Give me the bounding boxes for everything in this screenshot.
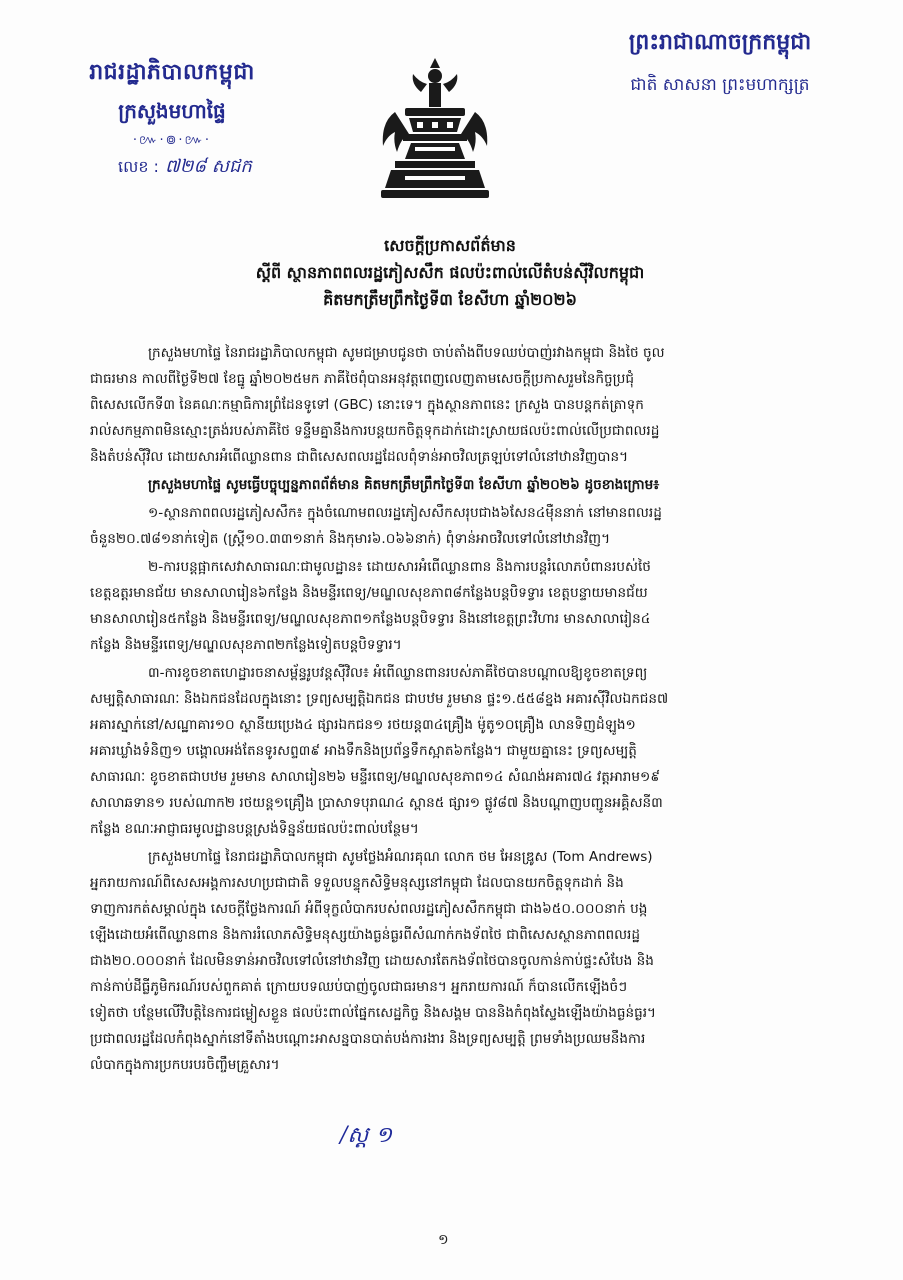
ministry-name: ក្រសួងមហាផ្ទៃ [118, 99, 226, 123]
paragraph-line: ក្រសួងមហាផ្ទៃ នៃរាជរដ្ឋាភិបាលកម្ពុជា សូមជម្រាបជូនថា ចាប់តាំងពីបទឈប់បាញ់រវាងកម្ពុជា និងថៃ ចូល [148, 345, 665, 361]
paragraph-line: កាន់កាប់ដីធ្លីភូមិករណ៍របស់ពួកគាត់ ក្រោយបទឈប់បាញ់ចូលជាធរមាន។ អ្នករាយការណ៍ ក៏បានលើកឡើងចំៗ [90, 979, 628, 995]
paragraph-line: ទាញការកត់សម្គាល់ក្នុង សេចក្តីថ្លែងការណ៍ អំពីទុក្ខលំបាករបស់ពលរដ្ឋភៀសសឹកកម្ពុជា ជាង៦៥០.០០០នាក់ បង្ក [90, 901, 648, 917]
paragraph-line: ក្រសួងមហាផ្ទៃ នៃរាជរដ្ឋាភិបាលកម្ពុជា សូមថ្លែងអំណរគុណ លោក ថម អែនឌ្រូស (Tom Andrews) [148, 849, 653, 865]
paragraph-line: សាធារណៈ ខូចខាតជាបឋម រួមមាន សាលារៀន២៦ មន្ទីរពេទ្យ/មណ្ឌលសុខភាព១៤ សំណង់អគារ៧៤ វត្តអារាម១៩ [90, 769, 660, 785]
handwritten-initials: /ស្ត ១ [340, 1123, 393, 1148]
paragraph-line: ក្រសួងមហាផ្ទៃ សូមធ្វើបច្ចុប្បន្នភាពព័ត៌មាន គិតមកត្រឹមព្រឹកថ្ងៃទី៣ ខែសីហា ឆ្នាំ២០២៦ ដូចខាងក្រោម៖ [148, 477, 660, 493]
paragraph-line: និងតំបន់ស៊ីវិល ដោយសារអំពើឈ្លានពាន ជាពិសេសពលរដ្ឋដែលពុំទាន់អាចវិលត្រឡប់ទៅលំនៅឋានវិញបាន។ [90, 449, 629, 465]
national-motto: ជាតិ សាសនា ព្រះមហាក្សត្រ [630, 75, 810, 95]
reference-number [118, 154, 252, 181]
announcement-title: សេចក្តីប្រកាសព័ត៌មាន [384, 236, 516, 255]
paragraph-line: អ្នករាយការណ៍ពិសេសអង្គការសហប្រជាជាតិ ទទួលបន្ទុកសិទ្ធិមនុស្សនៅកម្ពុជា ដែលបានយកចិត្តទុកដាក់ និង [90, 875, 624, 891]
paragraph-line: មានសាលារៀន៥កន្លែង និងមន្ទីរពេទ្យ/មណ្ឌលសុខភាព១កន្លែងបន្តបិទទ្វារ និងនៅខេត្តព្រះវិហារ មានសាលារៀន៤ [90, 611, 651, 627]
paragraph-line: កន្លែង ខណៈអាជ្ញាធរមូលដ្ឋានបន្តស្រង់ទិន្នន័យផលប៉ះពាល់បន្ថែម។ [90, 821, 419, 837]
paragraph-line: អគារស្នាក់នៅ/សណ្ឋាគារ១០ ស្ថានីយប្រេង៤ ផ្សារឯកជន១ រថយន្ត៣៤គ្រឿង ម៉ូតូ១០គ្រឿង លានទិញដំឡូង១ [90, 717, 636, 733]
paragraph-line: ជាធរមាន កាលពីថ្ងៃទី២៧ ខែធ្នូ ឆ្នាំ២០២៥មក ភាគីថៃពុំបានអនុវត្តពេញលេញតាមសេចក្តីប្រកាសរួមនៃកិច្ចប្រជុំ [90, 371, 634, 387]
ministry-emblem-icon [365, 52, 505, 202]
document-titles [120, 232, 780, 313]
paragraph-line: កន្លែង និងមន្ទីរពេទ្យ/មណ្ឌលសុខភាព២កន្លែងទៀតបន្តបិទទ្វារ។ [90, 637, 402, 653]
page-number: ១ [438, 1232, 449, 1248]
announcement-date: គិតមកត្រឹមព្រឹកថ្ងៃទី៣ ខែសីហា ឆ្នាំ២០២៦ [323, 290, 577, 309]
paragraph-line: សម្បត្តិសាធារណៈ និងឯកជនដែលក្នុងនោះ ទ្រព្យសម្បត្តិឯកជន ជាបឋម រួមមាន ផ្ទះ១.៥៥៨ខ្នង អគារស៊ីវិលឯកជន៧ [90, 691, 669, 707]
paragraph-line: រាល់សកម្មភាពមិនស្មោះត្រង់របស់ភាគីថៃ ទន្ទឹមគ្នានឹងការបន្តយកចិត្តទុកដាក់ដោះស្រាយផលប៉ះពាល់លើប្រជាពលរដ្ឋ [90, 423, 660, 439]
paragraph-line: ២-ការបន្តផ្អាកសេវាសាធារណៈជាមូលដ្ឋាន៖ ដោយសារអំពើឈ្លានពាន និងការបន្តរំលោភបំពានរបស់ថៃ [148, 559, 651, 575]
announcement-subject: ស្តីពី ស្ថានភាពពលរដ្ឋភៀសសឹក ផលប៉ះពាល់លើតំបន់ស៊ីវិលកម្ពុជា [255, 263, 645, 282]
paragraph-line: ពិសេសលើកទី៣ នៃគណៈកម្មាធិការព្រំដែនទូទៅ (GBC) នោះទេ។ ក្នុងស្ថានភាពនេះ ក្រសួង បានបន្តកត់ត្រាទុក [90, 397, 644, 413]
kingdom-name: ព្រះរាជាណាចក្រកម្ពុជា [628, 30, 812, 55]
paragraph-line: ១-ស្ថានភាពពលរដ្ឋភៀសសឹក៖ ក្នុងចំណោមពលរដ្ឋភៀសសឹកសរុបជាង៦សែន៤ម៉ឺននាក់ នៅមានពលរដ្ឋ [148, 505, 662, 521]
paragraph-line: ជាង២០.០០០នាក់ ដែលមិនទាន់អាចវិលទៅលំនៅឋានវិញ ដោយសារតែកងទ័ពថៃបានចូលកាន់កាប់ផ្ទះសំបែង និង [90, 953, 654, 969]
paragraph-line: ប្រជាពលរដ្ឋដែលកំពុងស្នាក់នៅទីតាំងបណ្តោះអាសន្នបានបាត់បង់ការងារ និងទ្រព្យសម្បត្តិ ព្រមទាំងប្រឈមនឹងការ [90, 1031, 646, 1047]
paragraph-line: ខេត្តឧត្តរមានជ័យ មានសាលារៀន៦កន្លែង និងមន្ទីរពេទ្យ/មណ្ឌលសុខភាព៨កន្លែងបន្តបិទទ្វារ ខេត្តបន្ទាយមានជ័យ [90, 585, 648, 601]
paragraph-line: ៣-ការខូចខាតហេដ្ឋារចនាសម្ព័ន្ធរូបវន្តស៊ីវិល៖ អំពើឈ្លានពានរបស់ភាគីថៃបានបណ្តាលឱ្យខូចខាតទ្រព្យ [148, 665, 648, 681]
kingdom-header [590, 28, 850, 99]
paragraph-line: ទៀតថា បន្ថែមលើវិបត្តិនៃការជម្លៀសខ្លួន ផលប៉ះពាល់ផ្នែកសេដ្ឋកិច្ច និងសង្គម បាននិងកំពុងស្ទែងឡើងយ៉ាងធ្ងន់ធ្ងរ។ [90, 1005, 657, 1021]
reference-value: ៧២៨ សជក [164, 156, 252, 177]
ministry-header [52, 58, 292, 151]
reference-label: លេខ : [118, 156, 159, 176]
paragraph-line: ចំនួន២០.៧៨១នាក់ទៀត (ស្ត្រី១០.៣៣១នាក់ និងកុមារ៦.០៦៦នាក់) ពុំទាន់អាចវិលទៅលំនៅឋានវិញ។ [90, 531, 611, 547]
paragraph-line: អគារឃ្លាំងទំនិញ១ បង្គោលអង់តែនទូរសព្ទ៣៩ អាងទឹកនិងប្រព័ន្ធទឹកស្អាត៦កន្លែង។ ជាមួយគ្នានេះ ទ្រព្យសម្បត្តិ [90, 743, 637, 759]
paragraph-line: លំបាកក្នុងការប្រកបរបរចិញ្ចឹមគ្រួសារ។ [90, 1057, 280, 1073]
header-ornament: ·៚·៙·៚· [132, 133, 212, 148]
paragraph-line: សាលាឆទាន១ របស់ណាក២ រថយន្ត១គ្រឿង ប្រាសាទបុរាណ៤ ស្ពាន៥ ផ្សារ១ ផ្លូវ៨៧ និងបណ្តាញបញ្ជូនអគ្គិសនី៣ [90, 795, 663, 811]
government-name: រាជរដ្ឋាភិបាលកម្ពុជា [89, 60, 255, 85]
paragraph-line: ឡើងដោយអំពើឈ្លានពាន និងការរំលោភសិទ្ធិមនុស្សយ៉ាងធ្ងន់ធ្ងរពីសំណាក់កងទ័ពថៃ ជាពិសេសស្ថានភាពពលរដ្ឋ [90, 927, 641, 943]
